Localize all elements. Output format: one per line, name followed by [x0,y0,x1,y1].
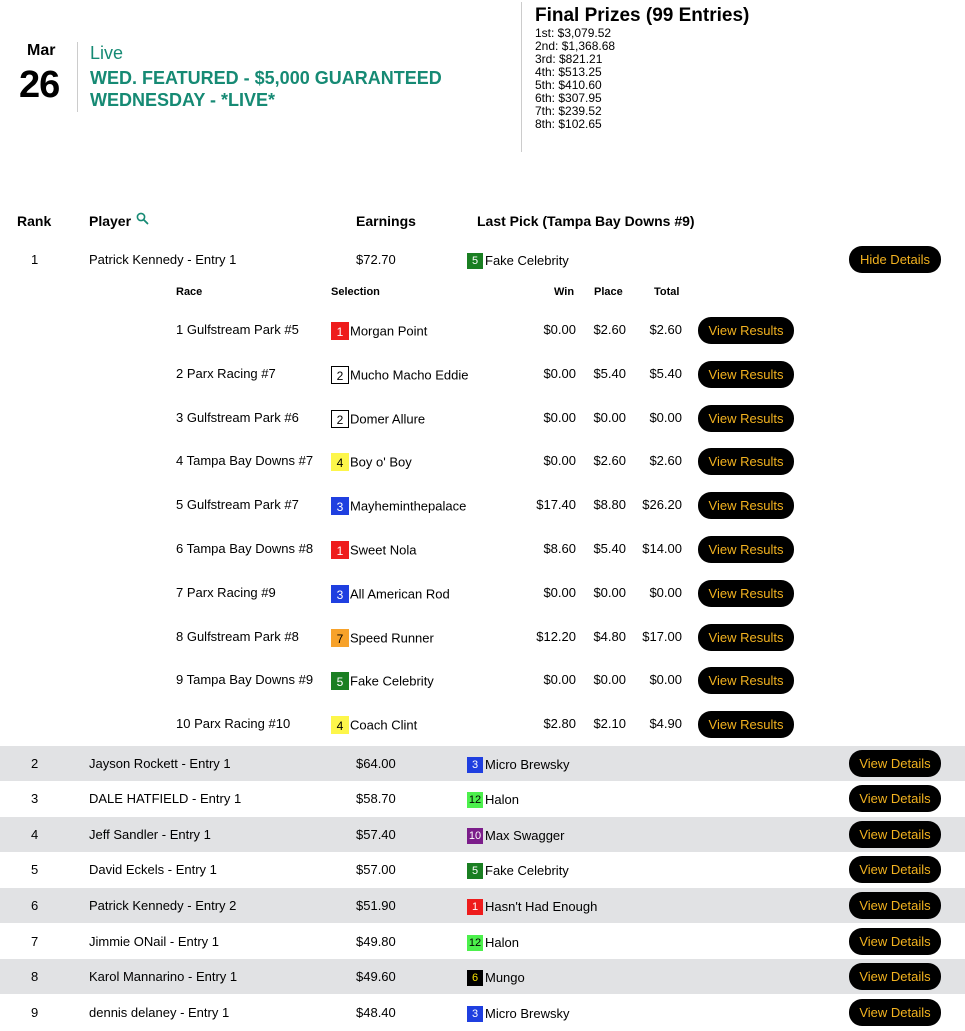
race-detail-row [0,447,965,491]
earnings: $64.00 [356,756,396,771]
player-name: Patrick Kennedy - Entry 1 [89,252,237,267]
prize-item: 1st: $3,079.52 [535,26,612,40]
view-details-button[interactable]: View Details [849,892,941,919]
horse-name: Mayheminthepalace [350,498,467,514]
prize-item: 4th: $513.25 [535,65,602,79]
prize-item: 3rd: $821.21 [535,52,603,66]
horse-name: Halon [485,792,519,808]
hide-details-button[interactable]: Hide Details [849,246,941,273]
post-position-badge: 5 [467,863,483,879]
prize-item: 7th: $239.52 [535,104,602,118]
horse-name: Sweet Nola [350,542,417,558]
horse-name: All American Rod [350,586,450,602]
player-name: Patrick Kennedy - Entry 2 [89,898,237,913]
horse-name: Max Swagger [485,828,565,844]
player-name: dennis delaney - Entry 1 [89,1005,230,1020]
prize-item: 2nd: $1,368.68 [535,39,616,53]
player-name: Jeff Sandler - Entry 1 [89,827,211,842]
last-pick [467,852,569,888]
last-pick [467,781,519,817]
post-position-badge: 5 [467,253,483,269]
earnings: $48.40 [356,1005,396,1020]
selection [331,716,417,734]
leaderboard-row [0,781,965,816]
rank: 2 [31,756,39,771]
win-amount: $17.40 [536,497,576,513]
last-pick [467,242,569,278]
total-amount: $0.00 [649,672,682,688]
total-amount: $0.00 [649,409,682,425]
view-results-button[interactable]: View Results [698,711,794,738]
details-header-place: Place [594,286,623,298]
view-results-button[interactable]: View Results [698,580,794,607]
view-details-button[interactable]: View Details [849,856,941,883]
race-name: 8 Gulfstream Park #8 [176,628,299,644]
player-name: Jimmie ONail - Entry 1 [89,934,220,949]
post-position-badge: 2 [331,366,349,384]
event-title-line2: WEDNESDAY - *LIVE* [90,90,276,110]
post-position-badge: 1 [467,899,483,915]
header-player[interactable] [89,213,149,229]
race-detail-row [0,623,965,667]
view-results-button[interactable]: View Results [698,667,794,694]
earnings: $58.70 [356,791,396,806]
view-details-button[interactable]: View Details [849,785,941,812]
race-name: 6 Tampa Bay Downs #8 [176,541,314,556]
place-amount: $0.00 [593,584,626,600]
rank: 3 [31,791,39,806]
rank: 7 [31,934,39,949]
total-amount: $17.00 [642,628,682,644]
view-results-button[interactable]: View Results [698,361,794,388]
view-details-button[interactable]: View Details [849,963,941,990]
leaderboard-row [0,995,965,1030]
race-name: 10 Parx Racing #10 [176,716,291,732]
total-amount: $2.60 [649,322,682,337]
place-amount: $5.40 [593,541,626,556]
post-position-badge: 6 [467,970,483,986]
prize-list [535,27,749,131]
details-header-total: Total [654,286,680,298]
win-amount: $0.00 [543,322,576,337]
view-results-button[interactable]: View Results [698,448,794,475]
player-name: DALE HATFIELD - Entry 1 [89,791,242,806]
selection [331,629,434,647]
player-name: Jayson Rockett - Entry 1 [89,756,231,771]
race-detail-row [0,710,965,754]
view-results-button[interactable]: View Results [698,624,794,651]
last-pick [467,959,525,995]
total-amount: $14.00 [642,541,682,556]
leaderboard-row [0,959,965,994]
selection [331,585,450,603]
earnings: $57.00 [356,862,396,877]
win-amount: $2.80 [543,716,576,732]
view-results-button[interactable]: View Results [698,317,794,344]
event-day: 26 [19,64,60,106]
race-detail-row [0,360,965,404]
last-pick [467,817,564,853]
rank: 4 [31,827,39,842]
last-pick [467,888,597,924]
total-amount: $2.60 [649,453,682,469]
header-player-label: Player [89,213,132,229]
race-name: 9 Tampa Bay Downs #9 [176,672,314,688]
rank: 5 [31,862,39,877]
race-detail-row [0,316,965,360]
post-position-badge: 3 [331,585,349,603]
race-name: 3 Gulfstream Park #6 [176,409,299,425]
earnings: $49.60 [356,969,396,984]
win-amount: $12.20 [536,628,576,644]
last-pick [467,924,519,960]
win-amount: $0.00 [543,584,576,600]
place-amount: $2.60 [593,453,626,469]
race-detail-row [0,404,965,448]
prizes-panel [535,5,749,131]
details-header-selection: Selection [331,286,380,298]
race-name: 5 Gulfstream Park #7 [176,497,299,513]
post-position-badge: 3 [331,497,349,515]
total-amount: $26.20 [642,497,682,513]
view-details-button[interactable]: View Details [849,999,941,1026]
post-position-badge: 3 [467,1006,483,1022]
view-details-button[interactable]: View Details [849,821,941,848]
total-amount: $0.00 [649,584,682,600]
prize-item: 6th: $307.95 [535,91,602,105]
place-amount: $4.80 [593,628,626,644]
win-amount: $0.00 [543,672,576,688]
post-position-badge: 4 [331,716,349,734]
place-amount: $0.00 [593,409,626,425]
place-amount: $8.80 [593,497,626,513]
rank: 9 [31,1005,39,1020]
event-title [90,67,510,111]
view-results-button[interactable]: View Results [698,405,794,432]
race-detail-row [0,579,965,623]
event-title-line1: WED. FEATURED - $5,000 GUARANTEED [90,68,442,88]
place-amount: $0.00 [593,672,626,688]
selection [331,541,416,559]
place-amount: $5.40 [593,365,626,381]
post-position-badge: 3 [467,757,483,773]
win-amount: $0.00 [543,365,576,381]
prizes-divider [521,2,522,152]
last-pick [467,995,570,1031]
header-divider [77,42,78,112]
leaderboard-row [0,242,965,277]
view-details-button[interactable]: View Details [849,750,941,777]
horse-name: Micro Brewsky [485,1006,570,1022]
win-amount: $0.00 [543,453,576,469]
selection [331,497,466,515]
player-name: David Eckels - Entry 1 [89,862,217,877]
win-amount: $8.60 [543,541,576,556]
leaderboard-row [0,852,965,887]
details-header-win: Win [554,286,575,298]
post-position-badge: 12 [468,793,482,806]
view-results-button[interactable]: View Results [698,536,794,563]
race-name: 1 Gulfstream Park #5 [176,322,299,337]
prize-item: 5th: $410.60 [535,78,602,92]
post-position-badge: 10 [468,829,482,842]
race-name: 7 Parx Racing #9 [176,584,276,600]
horse-name: Fake Celebrity [485,253,569,269]
total-amount: $4.90 [649,716,682,732]
earnings: $57.40 [356,827,396,842]
earnings: $51.90 [356,898,396,913]
event-month: Mar [27,42,56,59]
leaderboard-row [0,924,965,959]
view-results-button[interactable]: View Results [698,492,794,519]
view-details-button[interactable]: View Details [849,928,941,955]
horse-name: Mungo [485,970,525,986]
place-amount: $2.60 [593,322,626,337]
total-amount: $5.40 [649,365,682,381]
horse-name: Morgan Point [350,323,428,339]
horse-name: Halon [485,935,519,951]
search-icon[interactable] [136,212,149,228]
post-position-badge: 1 [331,541,349,559]
details-header-race: Race [176,286,203,298]
rank: 1 [31,252,39,267]
race-name: 4 Tampa Bay Downs #7 [176,453,314,469]
selection [331,322,427,340]
race-detail-row [0,666,965,710]
prizes-title: Final Prizes (99 Entries) [535,5,750,26]
horse-name: Micro Brewsky [485,757,570,773]
leaderboard-row [0,888,965,923]
post-position-badge: 4 [331,453,349,471]
rank: 8 [31,969,39,984]
post-position-badge: 12 [468,936,482,949]
earnings: $49.80 [356,934,396,949]
post-position-badge: 1 [331,322,349,340]
header-earnings: Earnings [356,213,416,229]
selection [331,410,425,428]
win-amount: $0.00 [543,409,576,425]
selection [331,366,469,384]
prize-item: 8th: $102.65 [535,117,602,131]
selection [331,672,434,690]
horse-name: Fake Celebrity [350,673,434,689]
horse-name: Domer Allure [350,411,426,427]
header-rank: Rank [17,213,52,229]
earnings: $72.70 [356,252,396,267]
horse-name: Fake Celebrity [485,863,569,879]
race-name: 2 Parx Racing #7 [176,365,276,381]
horse-name: Speed Runner [350,630,434,646]
place-amount: $2.10 [593,716,626,732]
header-last-pick: Last Pick (Tampa Bay Downs #9) [477,213,695,229]
post-position-badge: 2 [331,410,349,428]
horse-name: Coach Clint [350,717,418,733]
post-position-badge: 5 [331,672,349,690]
leaderboard-row [0,817,965,852]
event-status: Live [90,43,124,63]
selection [331,453,412,471]
horse-name: Hasn't Had Enough [485,899,598,915]
player-name: Karol Mannarino - Entry 1 [89,969,238,984]
race-detail-row [0,535,965,579]
rank: 6 [31,898,39,913]
post-position-badge: 7 [331,629,349,647]
horse-name: Boy o' Boy [350,454,412,470]
race-detail-row [0,491,965,535]
horse-name: Mucho Macho Eddie [350,367,469,383]
